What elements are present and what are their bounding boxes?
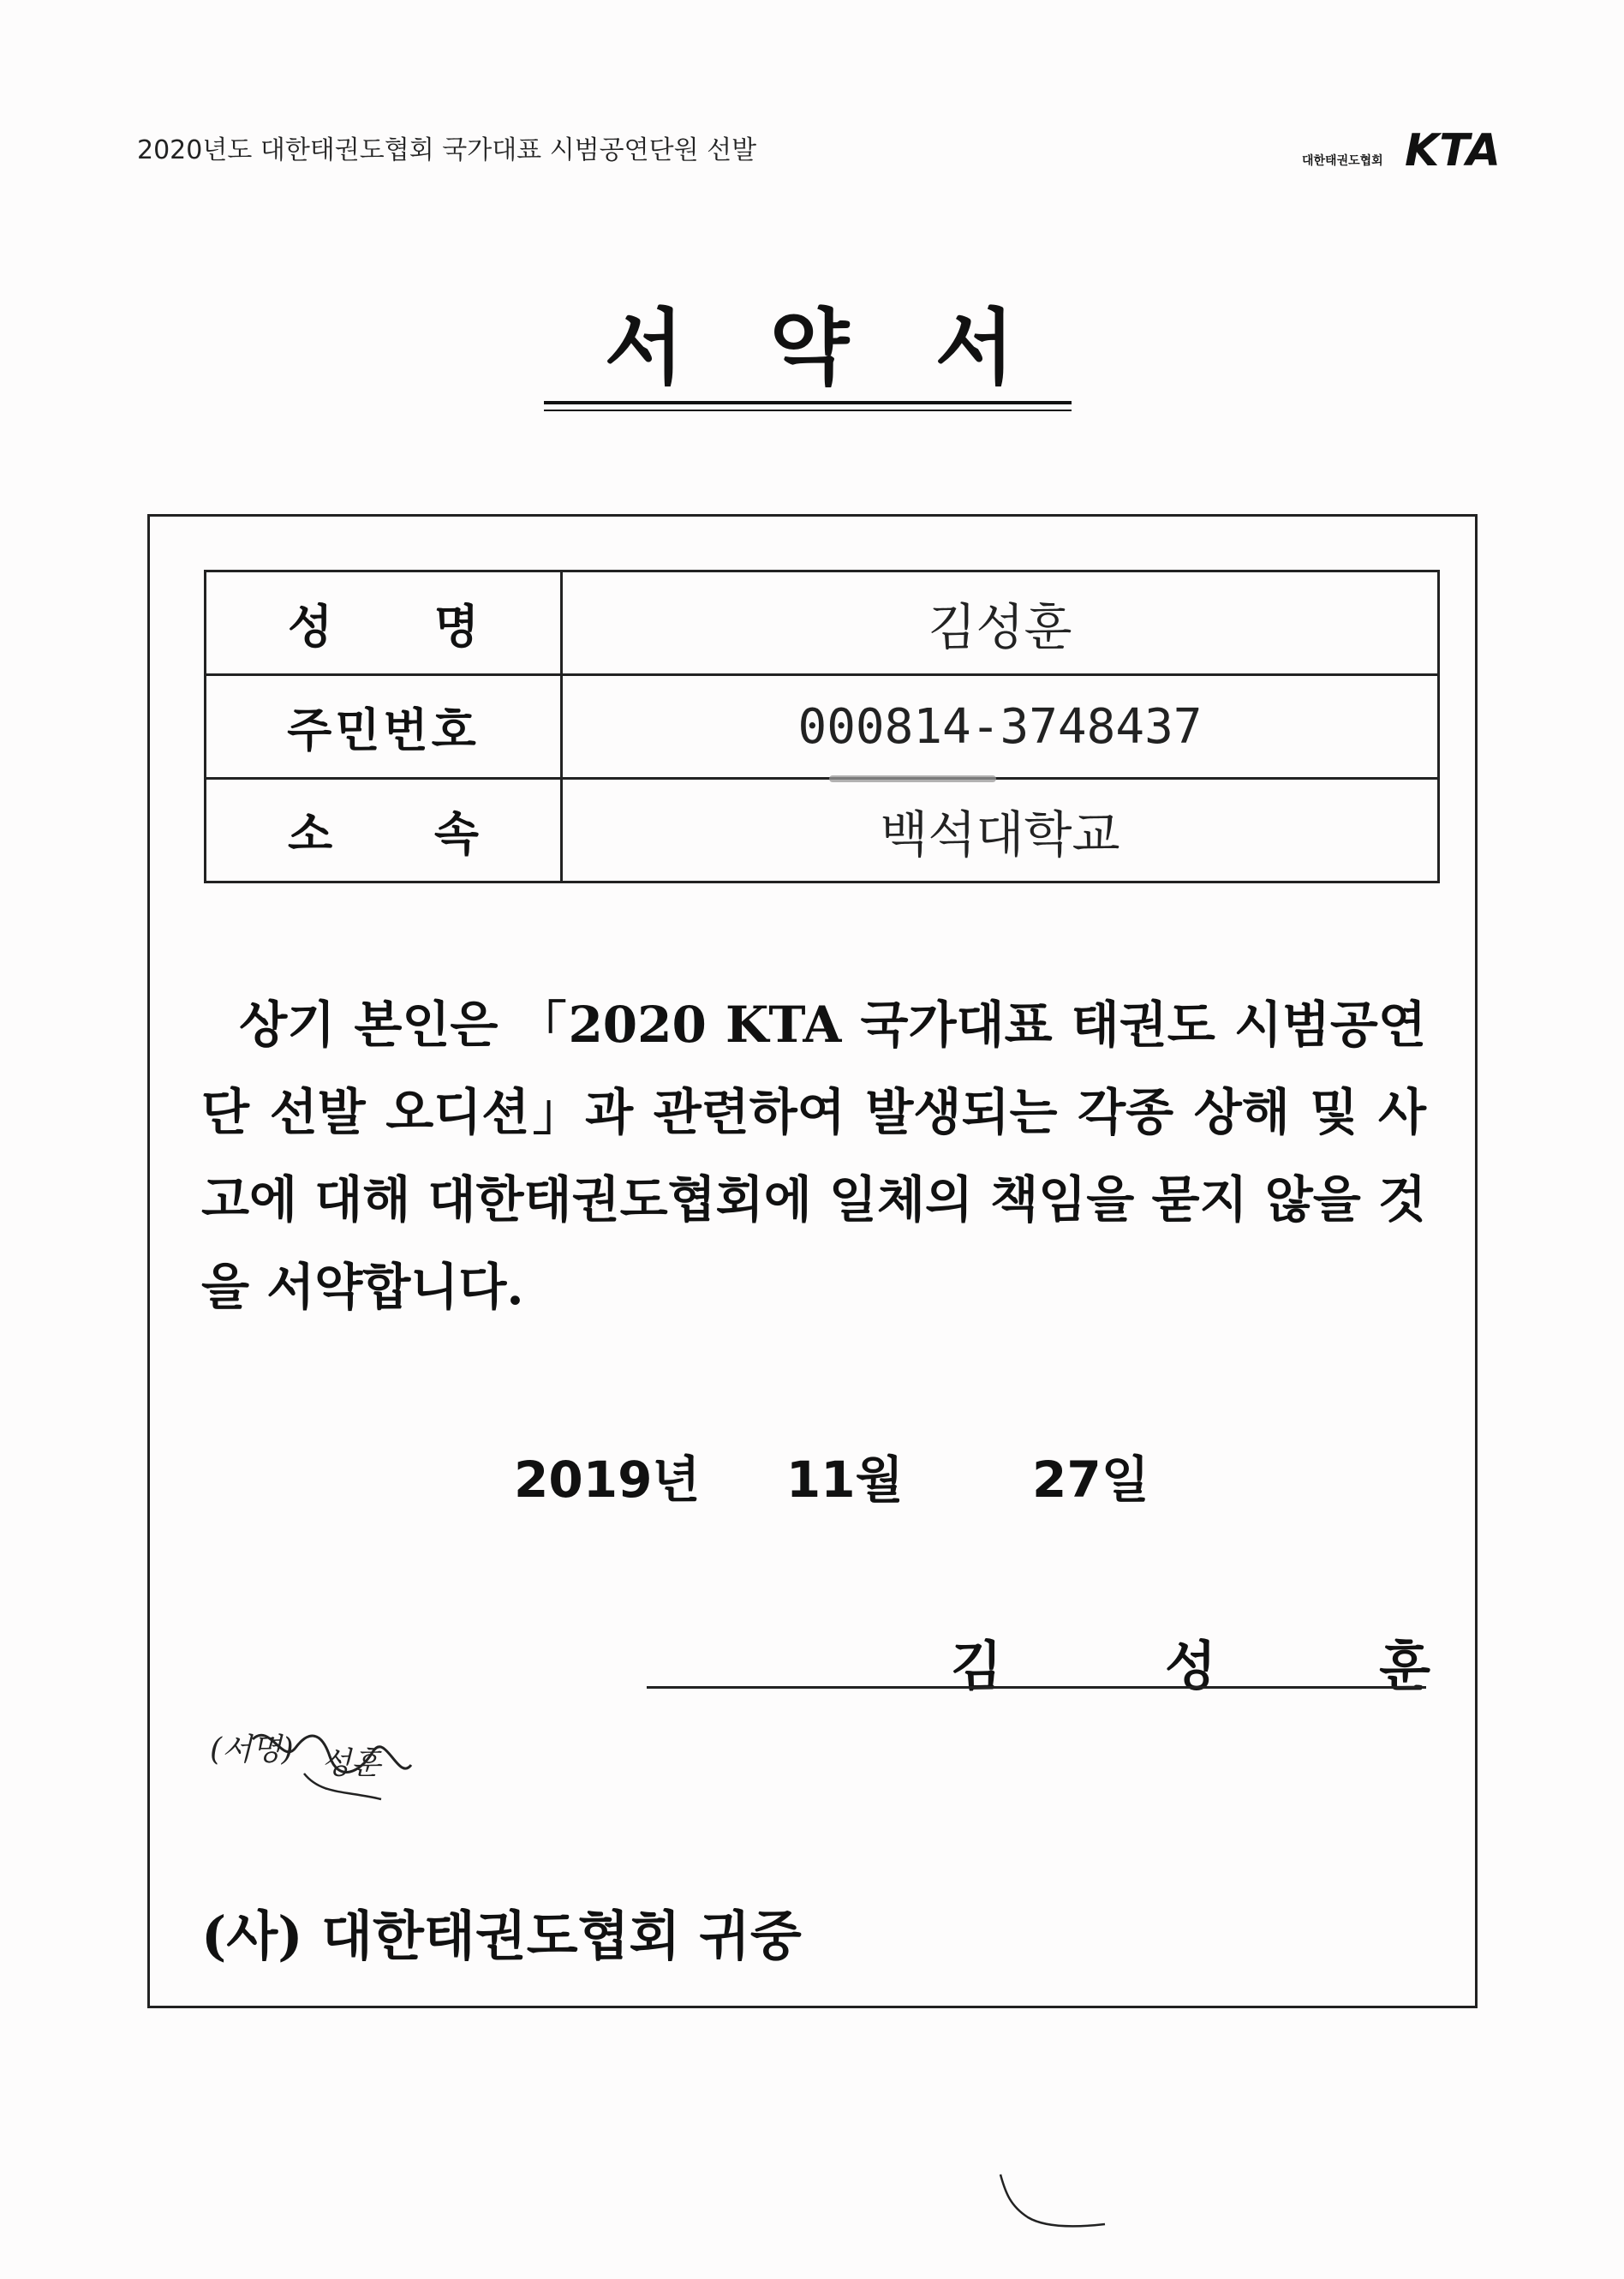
date-month: 11월 <box>785 1451 904 1509</box>
table-row <box>206 779 1439 882</box>
title-underline-thin <box>544 410 1072 411</box>
redaction-mark <box>829 775 996 782</box>
signature-label: (서명) <box>210 1732 294 1768</box>
kta-logo <box>1302 116 1501 176</box>
affiliation-label: 소 속 <box>206 779 562 882</box>
title-underline <box>544 401 1072 404</box>
name-label: 성 명 <box>206 571 562 675</box>
date-line <box>514 1439 1199 1511</box>
kta-logo-mark-icon <box>1302 116 1501 176</box>
affiliation-value: 백석대학교 <box>562 779 1439 882</box>
handwritten-signature <box>201 1714 424 1816</box>
document-title: 서 약 서 <box>604 299 1015 396</box>
date-year: 2019년 <box>514 1451 701 1509</box>
signature-scribble-icon <box>201 1714 424 1816</box>
signature-name: 성훈 <box>321 1746 381 1781</box>
logo-org-name: 대한태권도협회 <box>1302 154 1383 168</box>
table-row <box>206 675 1439 779</box>
pledge-paragraph <box>201 981 1426 1331</box>
signature-underline <box>647 1686 1426 1689</box>
table-row <box>206 571 1439 675</box>
pen-stroke-mark-icon <box>994 2168 1131 2236</box>
pledge-text: 상기 본인은 「2020 KTA 국가대표 태권도 시범공연단 선발 오디션」과 관련하여 발생되는 각종 상해 및 사고에 대해 대한태권도협회에 일체의 책임을 묻지 않을 것을 서약합니다. <box>201 996 1426 1316</box>
date-day: 27일 <box>1032 1451 1149 1509</box>
header-event-title: 2020년도 대한태권도협회 국가대표 시범공연단원 선발 <box>137 135 757 165</box>
id-number-label: 주민번호 <box>206 675 562 779</box>
id-number-value: 000814-3748437 <box>562 675 1439 779</box>
logo-letters: KTA <box>1405 125 1501 176</box>
name-value: 김성훈 <box>562 571 1439 675</box>
signer-name: 김 성 훈 <box>951 1635 1430 1697</box>
recipient-line: (사) 대한태권도협회 귀중 <box>201 1905 802 1967</box>
personal-info-table <box>204 570 1440 883</box>
